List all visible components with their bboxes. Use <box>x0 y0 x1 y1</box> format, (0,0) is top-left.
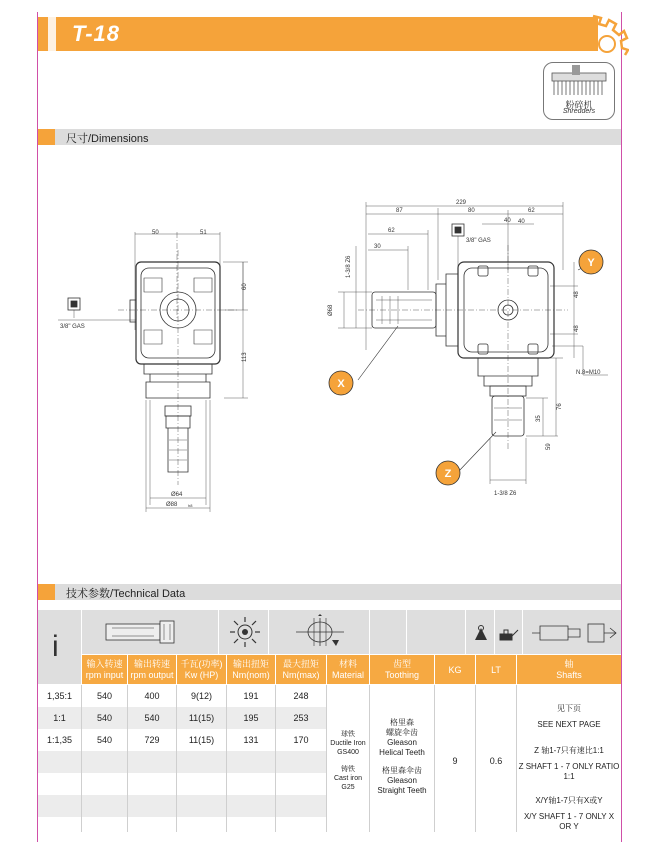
shafts-icon <box>530 618 618 648</box>
technical-heading: 技术参数/Technical Data <box>66 588 186 600</box>
torque-icon <box>290 614 350 650</box>
dim-side-48b: 48 <box>574 325 580 332</box>
dim-front-60: 60 <box>242 283 248 290</box>
row2-nom: 195 <box>243 713 259 723</box>
oil-can-icon <box>498 624 520 642</box>
row2-kw: 11(15) <box>188 713 215 723</box>
dim-side-30: 30 <box>374 244 381 250</box>
dim-side-48a: 48 <box>574 291 580 298</box>
row2-ratio: 1:1 <box>53 713 66 723</box>
dim-front-88-tol: h8 <box>188 503 193 508</box>
dim-side-spline: 1-3/8 Z6 <box>346 255 352 278</box>
row1-ratio: 1,35:1 <box>46 691 73 701</box>
shaft-rpm-icon <box>98 618 198 646</box>
dimensions-heading: 尺寸/Dimensions <box>66 133 149 145</box>
side-gas-label: 3/8" GAS <box>466 238 491 244</box>
sun-power-icon <box>229 616 261 648</box>
badge-label-en: Shredders <box>562 108 596 115</box>
technical-section-bar <box>38 584 621 600</box>
dim-side-80: 80 <box>468 208 475 214</box>
header-shafts: 轴 Shafts <box>517 655 621 684</box>
header-lt: LT <box>476 655 516 684</box>
shredder-badge <box>543 62 615 120</box>
dim-front-51: 51 <box>200 230 207 236</box>
technical-drawing <box>38 150 621 570</box>
row1-nom: 191 <box>243 691 259 701</box>
dim-side-62b: 62 <box>528 208 535 214</box>
dim-front-88: Ø88 <box>166 502 178 508</box>
header-nm-max: 最大扭矩 Nm(max) <box>276 655 326 684</box>
dim-side-40b: 40 <box>518 219 525 225</box>
dim-front-64: Ø64 <box>171 492 183 498</box>
row2-input: 540 <box>96 713 113 723</box>
row3-max: 170 <box>293 735 309 745</box>
kg-value: 9 <box>452 756 458 766</box>
shredder-icon <box>544 63 614 99</box>
title-bar <box>38 17 598 51</box>
dim-side-76: 76 <box>557 403 563 410</box>
header-rpm-input: 输入转速 rpm input <box>82 655 127 684</box>
weight-icon <box>472 624 490 642</box>
gear-icon <box>589 14 629 56</box>
dim-side-spline2: 1-3/8 Z6 <box>494 491 517 497</box>
dim-front-50: 50 <box>152 230 159 236</box>
toothing-cell: 格里森 螺旋伞齿 Gleason Helical Teeth 格里森伞齿 Gleason Straight Teeth <box>377 718 427 795</box>
shafts-cell: 见下页 SEE NEXT PAGE Z 轴1-7只有速比1:1 Z SHAFT 1 - 7 ONLY RATIO 1:1 X/Y轴1-7只有X或Y X/Y SHAFT 1 - 7 ONLY X OR Y <box>518 704 620 831</box>
technical-table <box>38 610 621 832</box>
callout-y: Y <box>587 257 595 269</box>
header-material: 材料 Material <box>327 655 369 684</box>
dim-side-229: 229 <box>456 200 467 206</box>
side-dimensions <box>328 200 601 497</box>
row3-input: 540 <box>96 735 113 745</box>
ratio-header-cell <box>38 610 81 684</box>
dim-side-40a: 40 <box>504 218 511 224</box>
row1-kw: 9(12) <box>190 691 212 701</box>
row3-nom: 131 <box>243 735 259 745</box>
row3-kw: 11(15) <box>188 735 215 745</box>
dim-side-59: 59 <box>546 443 552 450</box>
dim-side-35: 35 <box>536 415 542 422</box>
badge-label-zh: 粉碎机 <box>565 100 593 110</box>
material-cell: 球铁 Ductile Iron GS400 铸铁 Cast iron G25 <box>330 731 366 791</box>
dim-side-87: 87 <box>396 208 403 214</box>
dim-side-68: Ø68 <box>328 304 334 316</box>
row3-output: 729 <box>144 735 160 745</box>
callout-x: X <box>337 378 345 390</box>
header-rpm-output: 输出转速 rpm output <box>128 655 176 684</box>
header-kg: KG <box>435 655 475 684</box>
front-gas-label: 3/8" GAS <box>60 324 85 330</box>
row2-max: 253 <box>293 713 309 723</box>
dim-side-62a: 62 <box>388 228 395 234</box>
dimensions-section-bar <box>38 129 621 145</box>
lt-value: 0.6 <box>489 756 503 766</box>
dim-front-113: 113 <box>242 352 248 362</box>
row1-max: 248 <box>293 691 309 701</box>
header-kw: 千瓦(功率) Kw (HP) <box>177 655 226 684</box>
row1-output: 400 <box>144 691 160 701</box>
ratio-symbol: i <box>52 630 59 663</box>
row1-input: 540 <box>96 691 113 701</box>
row2-output: 540 <box>144 713 160 723</box>
front-view <box>58 232 248 512</box>
dim-side-nut: N.8=M10 <box>576 370 601 376</box>
model-title: T-18 <box>72 21 121 46</box>
callout-circles <box>329 250 603 485</box>
header-toothing: 齿型 Toothing <box>370 655 434 684</box>
header-nm-nom: 输出扭矩 Nm(nom) <box>227 655 275 684</box>
callout-z: Z <box>444 468 452 480</box>
row3-ratio: 1:1,35 <box>46 735 73 745</box>
